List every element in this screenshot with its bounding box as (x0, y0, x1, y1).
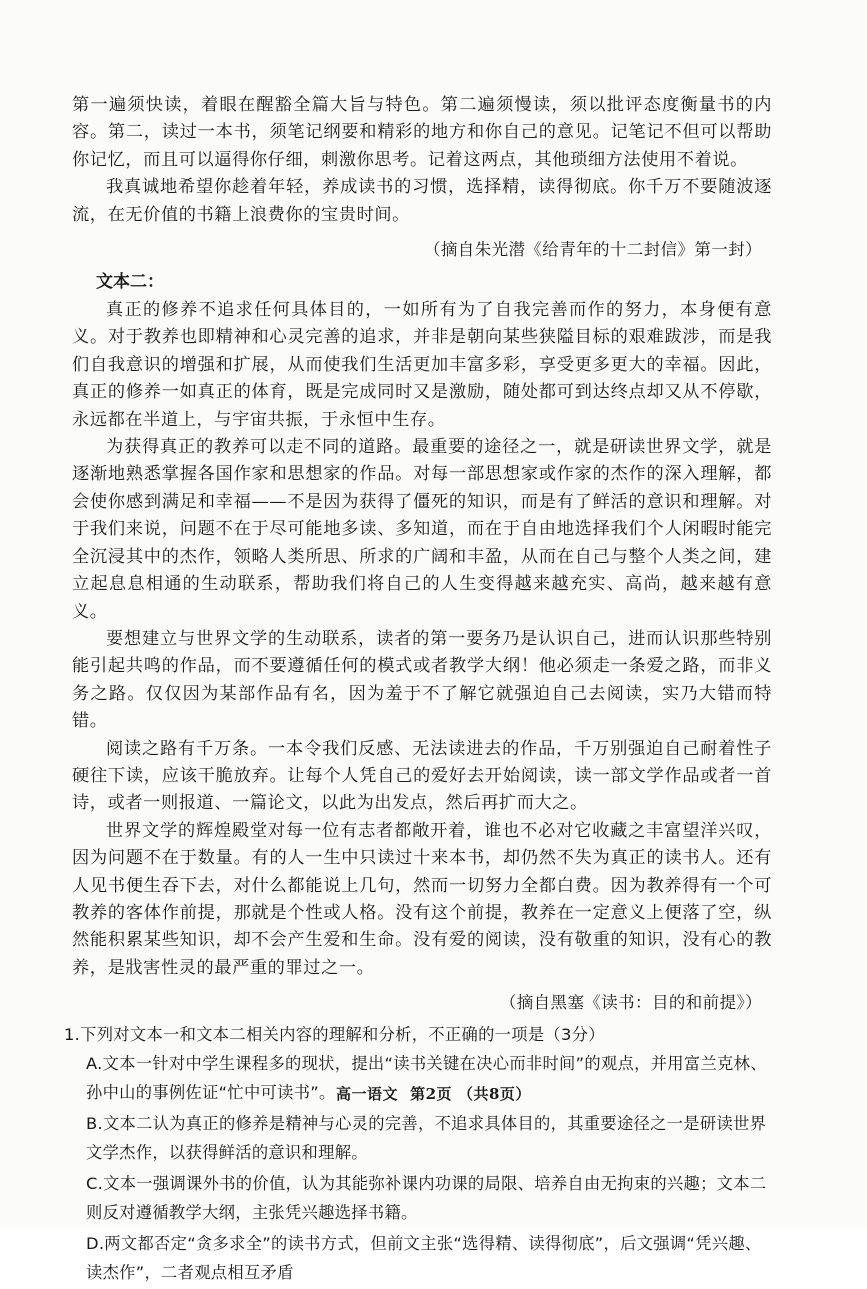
question-stem: 1.下列对文本一和文本二相关内容的理解和分析，不正确的一项是（3分） (64, 1025, 605, 1045)
page-footer (0, 1083, 867, 1104)
text1-paragraph-2: 我真诚地希望你趁着年轻，养成读书的习惯，选择精，读得彻底。你千万不要随波逐流，在无价值的书籍上浪费你的宝贵时间。 (72, 177, 772, 225)
text2-heading: 文本二： (96, 272, 164, 293)
option-a: A.文本一针对中学生课程多的现状，提出“读书关键在决心而非时间”的观点，并用富兰克林、孙中山的事例佐证“忙中可读书”。 (86, 1054, 767, 1103)
option-d: D.两文都否定“贪多求全”的读书方式，但前文主张“选得精、读得彻底”，后文强调“凭兴趣、读杰作”，二者观点相互矛盾 (86, 1234, 762, 1283)
text2-paragraph-5: 世界文学的辉煌殿堂对每一位有志者都敞开着，谁也不必对它收藏之丰富望洋兴叹，因为问题不在于数量。有的人一生中只读过十来本书，却仍然不失为真正的读书人。还有人见书便生吞下去，对什么都能说上几句，然而一切努力全都白费。因为教养得有一个可教养的客体作前提，那就是个性或人格。没有这个前提，教养在一定意义上便落了空，纵然能积累某些知识，却不会产生爱和生命。没有爱的阅读，没有敬重的知识，没有心的教养，是戕害性灵的最严重的罪过之一。 (72, 820, 772, 978)
footer-total: （共8页） (458, 1085, 531, 1103)
footer-page: 第2页 (410, 1085, 452, 1103)
text2-paragraph-1: 真正的修养不追求任何具体目的，一如所有为了自我完善而作的努力，本身便有意义。对于教养也即精神和心灵完善的追求，并非是朝向某些狭隘目标的艰难跋涉，而是我们自我意识的增强和扩展，从而使我们生活更加丰富多彩，享受更多更大的幸福。因此，真正的修养一如真正的体育，既是完成同时又是激励，随处都可到达终点却又从不停歇，永远都在半道上，与宇宙共振，于永恒中生存。 (72, 300, 772, 430)
text1-paragraph-1: 第一遍须快读，着眼在醒豁全篇大旨与特色。第二遍须慢读，须以批评态度衡量书的内容。第二，读过一本书，须笔记纲要和精彩的地方和你自己的意见。记笔记不但可以帮助你记忆，而且可以逼得你仔细，刺激你思考。记着这两点，其他琐细方法使用不着说。 (72, 95, 772, 170)
text2-paragraph-4: 阅读之路有千万条。一本令我们反感、无法读进去的作品，千万别强迫自己耐着性子硬往下读，应该干脆放弃。让每个人凭自己的爱好去开始阅读，读一部文学作品或者一首诗，或者一则报道、一篇论文，以此为出发点，然后再扩而大之。 (72, 738, 772, 814)
footer-subject: 高一语文 (336, 1085, 399, 1103)
text2-source: （摘自黑塞《读书：目的和前提》） (499, 993, 762, 1013)
text1-source: （摘自朱光潜《给青年的十二封信》第一封） (424, 240, 762, 260)
text2-paragraph-2: 为获得真正的教养可以走不同的道路。最重要的途径之一，就是研读世界文学，就是逐渐地熟悉掌握各国作家和思想家的作品。对每一部思想家或作家的杰作的深入理解，都会使你感到满足和幸福——不是因为获得了僵死的知识，而是有了鲜活的意识和理解。对于我们来说，问题不在于尽可能地多读、多知道，而在于自由地选择我们个人闲暇时能完全沉浸其中的杰作，领略人类所思、所求的广阔和丰盈，从而在自己与整个人类之间，建立起息息相通的生动联系，帮助我们将自己的人生变得越来越充实、高尚，越来越有意义。 (72, 437, 772, 622)
page-content (64, 92, 772, 1289)
question-1 (64, 1020, 772, 1287)
text2-paragraph-3: 要想建立与世界文学的生动联系，读者的第一要务乃是认识自己，进而认识那些特别能引起共鸣的作品，而不要遵循任何的模式或者教学大纲！他必须走一条爱之路，而非义务之路。仅仅因为某部作品有名，因为羞于不了解它就强迫自己去阅读，实乃大错而特错。 (72, 628, 772, 732)
option-c: C.文本一强调课外书的价值，认为其能弥补课内功课的局限、培养自由无拘束的兴趣；文本二则反对遵循教学大纲，主张凭兴趣选择书籍。 (86, 1174, 767, 1223)
option-b: B.文本二认为真正的修养是精神与心灵的完善，不追求具体目的，其重要途径之一是研读世界文学杰作，以获得鲜活的意识和理解。 (86, 1114, 767, 1163)
